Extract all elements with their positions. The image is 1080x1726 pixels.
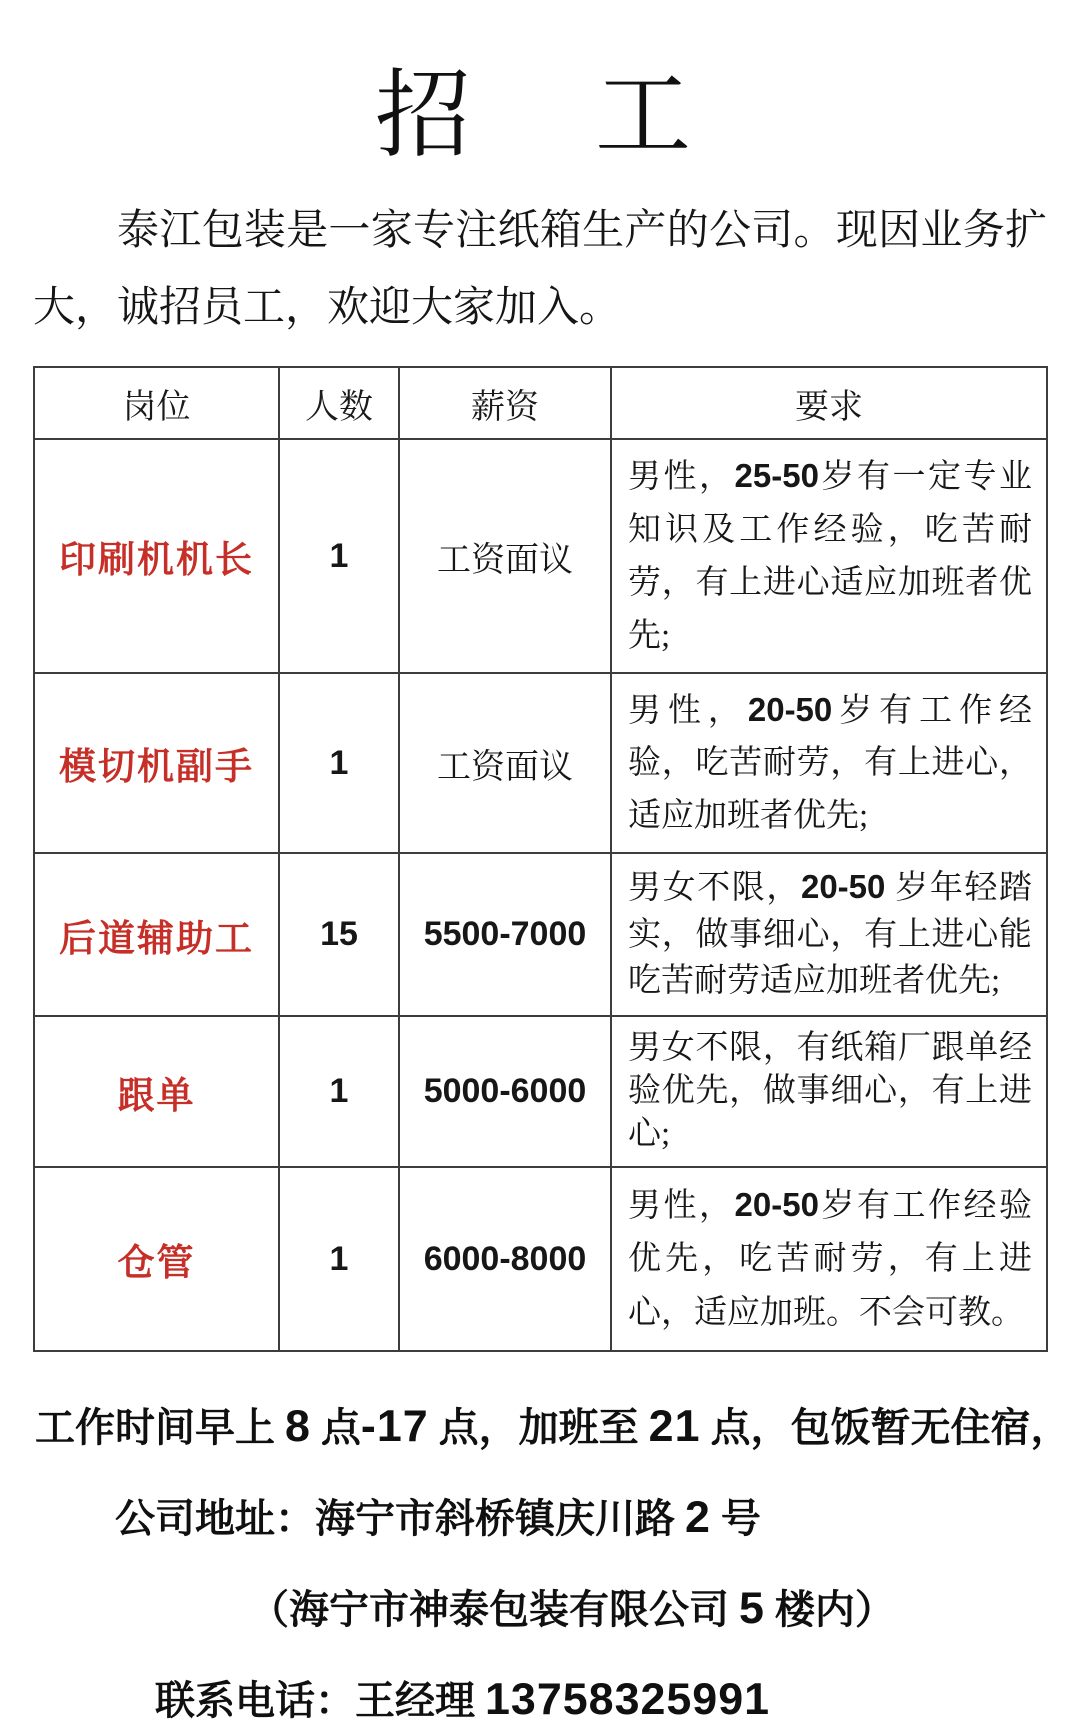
headcount-cell: 1 [279, 1167, 399, 1351]
jobs-table-header [34, 367, 1047, 439]
header-row [34, 367, 1047, 439]
requirements-cell: 男性，20-50岁有工作经验，吃苦耐劳，有上进心，适应加班者优先; [611, 673, 1047, 852]
column-header-salary: 薪资 [399, 367, 611, 439]
work-hours-line: 工作时间早上 8 点-17 点，加班至 21 点，包饭暂无住宿， [35, 1401, 1071, 1452]
salary-cell: 工资面议 [399, 673, 611, 852]
salary-cell: 工资面议 [399, 439, 611, 673]
table-row [34, 1167, 1047, 1351]
company-address-line: 公司地址：海宁市斜桥镇庆川路 2 号 [115, 1492, 761, 1543]
position-cell: 仓管 [34, 1167, 279, 1351]
table-row [34, 853, 1047, 1017]
position-cell: 印刷机机长 [34, 439, 279, 673]
column-header-count: 人数 [279, 367, 399, 439]
salary-cell: 6000-8000 [399, 1167, 611, 1351]
table-row [34, 673, 1047, 852]
requirements-cell: 男女不限，有纸箱厂跟单经验优先，做事细心，有上进心; [611, 1016, 1047, 1167]
headcount-cell: 1 [279, 1016, 399, 1167]
column-header-requirements: 要求 [611, 367, 1047, 439]
table-row [34, 439, 1047, 673]
position-cell: 后道辅助工 [34, 853, 279, 1017]
column-header-position: 岗位 [34, 367, 279, 439]
jobs-table [33, 366, 1048, 1352]
contact-phone-line: 联系电话：王经理 13758325991 [155, 1674, 771, 1725]
footer [33, 1396, 1071, 1726]
requirements-cell: 男女不限，20-50 岁年轻踏实，做事细心，有上进心能吃苦耐劳适应加班者优先; [611, 853, 1047, 1017]
requirements-cell: 男性，25-50岁有一定专业知识及工作经验，吃苦耐劳，有上进心适应加班者优先; [611, 439, 1047, 673]
requirements-cell: 男性，20-50岁有工作经验优先，吃苦耐劳，有上进心，适应加班。不会可教。 [611, 1167, 1047, 1351]
page-title: 招 工 [375, 62, 705, 169]
headcount-cell: 1 [279, 439, 399, 673]
salary-cell: 5000-6000 [399, 1016, 611, 1167]
headcount-cell: 15 [279, 853, 399, 1017]
table-row [34, 1016, 1047, 1167]
position-cell: 跟单 [34, 1016, 279, 1167]
intro-paragraph: 泰江包装是一家专注纸箱生产的公司。现因业务扩大，诚招员工，欢迎大家加入。 [33, 207, 1047, 332]
salary-cell: 5500-7000 [399, 853, 611, 1017]
position-cell: 模切机副手 [34, 673, 279, 852]
address-note-line: （海宁市神泰包装有限公司 5 楼内） [249, 1583, 895, 1634]
headcount-cell: 1 [279, 673, 399, 852]
